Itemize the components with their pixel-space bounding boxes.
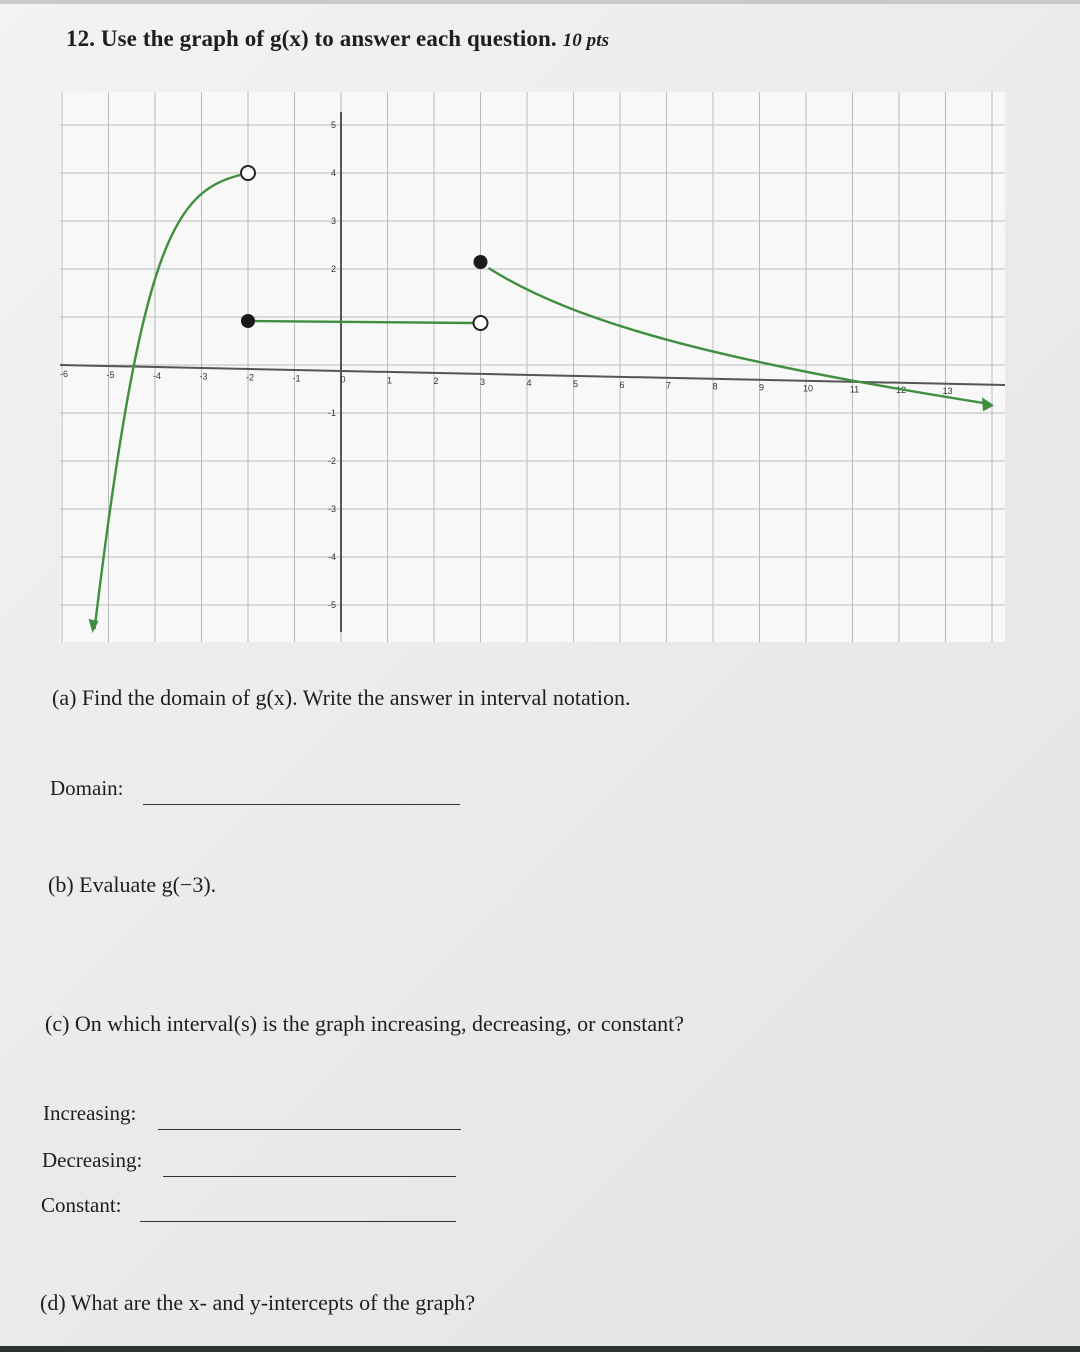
domain-label: Domain:	[50, 776, 124, 800]
x-tick-label: 7	[665, 380, 672, 391]
y-tick-label: -4	[327, 552, 336, 562]
question-d: (d) What are the x- and y-intercepts of the graph?	[40, 1290, 476, 1315]
decreasing-label: Decreasing:	[42, 1148, 143, 1172]
domain-answer-line[interactable]	[143, 804, 460, 805]
x-tick-label: -5	[106, 369, 115, 380]
y-tick-label: -1	[327, 408, 336, 418]
decreasing-answer-line[interactable]	[163, 1176, 456, 1177]
open-point-left	[241, 166, 255, 180]
x-tick-label: -1	[292, 373, 301, 384]
y-tick-label: -3	[327, 504, 336, 514]
y-tick-label: -2	[327, 456, 336, 466]
open-point-constant	[474, 316, 488, 330]
x-tick-label: -2	[245, 372, 255, 383]
x-tick-label: -4	[152, 370, 162, 381]
closed-point-right	[474, 255, 488, 269]
x-tick-label: 11	[849, 384, 860, 395]
y-tick-label: 2	[330, 264, 336, 274]
question-a: (a) Find the domain of g(x). Write the answer in interval notation.	[52, 685, 631, 710]
y-tick-label: -5	[327, 600, 336, 610]
y-tick-label: 5	[330, 120, 336, 130]
x-tick-label: -3	[199, 371, 208, 382]
y-tick-label: 3	[330, 216, 336, 226]
x-tick-label: 0	[340, 374, 346, 385]
x-tick-label: 8	[712, 381, 718, 392]
increasing-label: Increasing:	[43, 1101, 137, 1125]
x-tick-label: -6	[59, 369, 69, 379]
question-b: (b) Evaluate g(−3).	[48, 872, 217, 897]
increasing-answer-line[interactable]	[158, 1129, 461, 1130]
x-tick-label: 13	[942, 386, 953, 397]
problem-points: 10 pts	[562, 30, 610, 51]
problem-title-text: 12. Use the graph of g(x) to answer each question.	[66, 26, 557, 51]
x-tick-label: 6	[619, 379, 625, 390]
constant-label: Constant:	[41, 1193, 122, 1217]
x-tick-label: 9	[758, 382, 765, 393]
x-tick-label: 3	[479, 377, 486, 388]
closed-point-constant	[241, 314, 255, 328]
constant-answer-line[interactable]	[140, 1221, 456, 1222]
x-tick-label: 10	[802, 383, 814, 394]
question-c: (c) On which interval(s) is the graph increasing, decreasing, or constant?	[45, 1011, 684, 1036]
x-tick-label: 2	[433, 376, 439, 387]
screen-edge	[0, 1346, 1080, 1352]
x-tick-label: 12	[895, 385, 907, 396]
x-tick-label: 1	[386, 375, 393, 386]
x-tick-label: 5	[572, 378, 579, 389]
y-tick-label: 4	[330, 168, 336, 178]
x-tick-label: 4	[526, 378, 532, 388]
